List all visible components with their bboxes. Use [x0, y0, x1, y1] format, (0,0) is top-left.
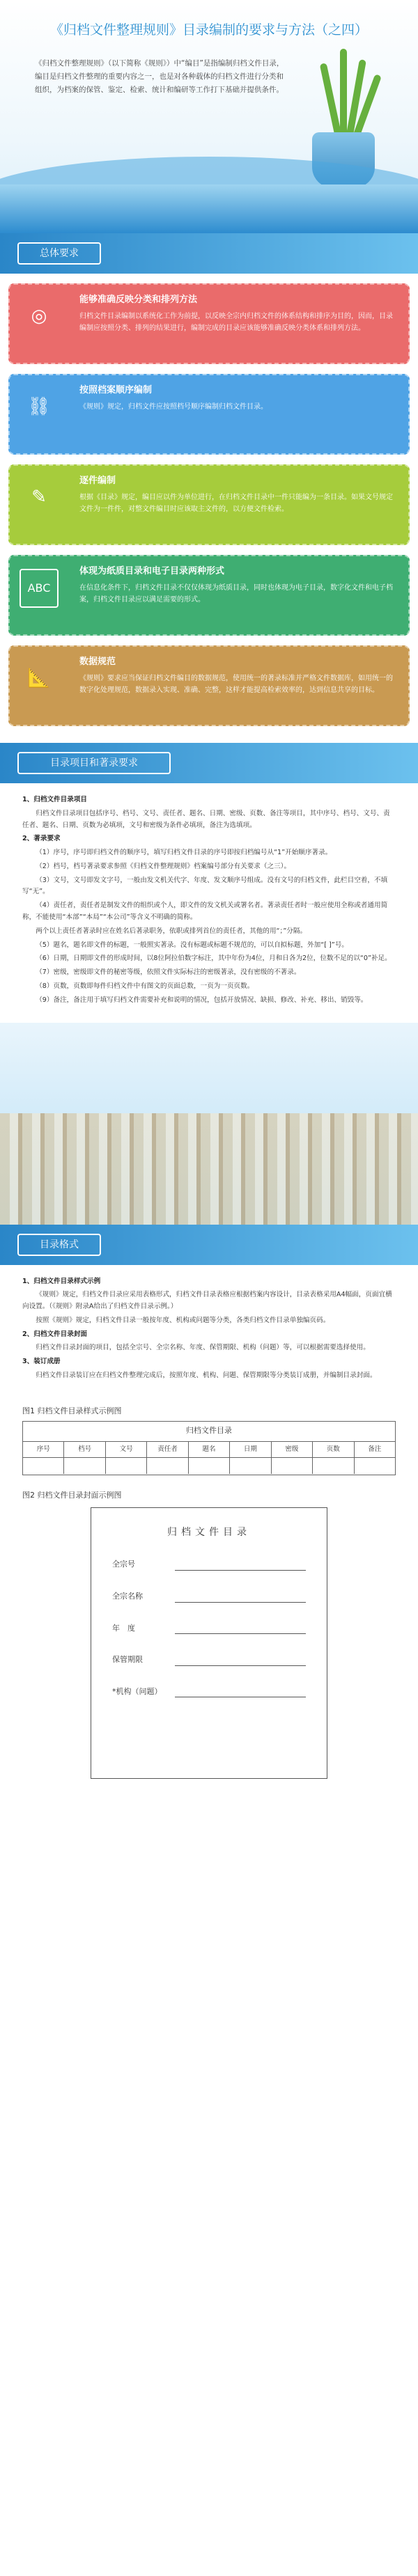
section-band-requirements: [0, 233, 418, 274]
section-heading: 目录项目和著录要求: [17, 752, 171, 774]
card-text: 《规则》要求应当保证归档文件编目的数据规范，使用统一的著录标准并严格文件数据库，如用统一的数字化处理规范，数据录入实现、准确、完整，这样才能提高检索效率的，达到信息共享的目标。: [79, 674, 393, 694]
card-title: 按照档案顺序编制: [79, 385, 153, 395]
requirement-card: [8, 645, 410, 726]
content-paragraph: 两个以上责任者著录时应在姓名后著录职务，依职或排列首位的责任者，其他的用“；”分隔。: [36, 927, 307, 935]
figure-caption: 图1 归档文件目录样式示例图: [22, 1406, 122, 1415]
card-text: 在信息化条件下，归档文件目录不仅仅体现为纸质目录，同时也体现为电子目录，数字化文件和电子档案，归档文件目录应以满足需要的形式。: [79, 583, 393, 604]
requirement-card: [8, 464, 410, 545]
cover-field: [112, 1686, 306, 1698]
content-paragraph: 《规则》规定，归档文件目录应采用表格形式，归档文件目录表格应根据档案内容设计，目录表格采用A4幅面，页面宜横向设置。（《规则》附录A给出了归档文件目录示例。）: [22, 1291, 392, 1311]
card-text: 根据《目录》规定，编目应以件为单位进行，在归档文件目录中一件只能编为一条目录。如果文号规定文件为一件件，对整文件编目时应该取主文件的，以方便文件检索。: [79, 493, 393, 513]
content-paragraph: 归档文件目录装订应在归档文件整理完成后，按照年度、机构、问题、保管期限等分类装订成册，并编制目录封面。: [36, 1371, 377, 1379]
content-paragraph: 按照《规则》规定，归档文件目录一般按年度、机构或问题等分类，各类归档文件目录单独编页码。: [36, 1316, 330, 1324]
content-paragraph: （1）序号，序号即归档文件的顺序号，填写归档文件目录的序号即按归档编号从“1”开始顺序著录。: [36, 849, 332, 857]
cover-field-label: 全宗号: [112, 1560, 135, 1569]
content-paragraph: 归档文件目录封面的项目，包括全宗号、全宗名称、年度、保管期限、机构（问题）等，可以根据需要选择使用。: [36, 1344, 370, 1352]
decorative-strip: [0, 184, 418, 233]
column-header: 序号: [23, 1442, 64, 1457]
section-band-format: [0, 1225, 418, 1265]
content-paragraph: （3）文号，文号即发文字号，一般由发文机关代字、年度、发文顺序号组成。没有文号的归档文件，此栏目空着，不填写“无”。: [22, 876, 388, 896]
content-paragraph: （9）备注，备注用于填写归档文件需要补充和说明的情况，包括开放情况、缺损、修改、补充、移出、销毁等。: [36, 996, 368, 1004]
content-paragraph: （8）页数，页数即每件归档文件中有图文的页面总数，一页为一页页数。: [36, 982, 254, 990]
table-row: [23, 1457, 395, 1474]
card-text: 归档文件目录编制以系统化工作为前提，以反映全宗内归档文件的体系结构和排序为目的，因而，目录编制应按照分类、排列的结果进行，编制完成的目录应该能够准确反映分类体系和排列方法。: [79, 312, 393, 332]
section-heading: 总体要求: [17, 242, 101, 265]
cover-field-label: *机构（问题）: [112, 1686, 162, 1696]
content-heading: 2、著录要求: [22, 835, 61, 843]
content-paragraph: （5）题名，题名即文件的标题，一般照实著录。没有标题或标题不规范的，可以自拟标题，外加“[ ]”号。: [36, 941, 348, 949]
content-heading: 2、归档文件目录封面: [22, 1330, 88, 1338]
catalog-table-example: [22, 1421, 396, 1475]
section-band-items: [0, 743, 418, 783]
card-title: 逐件编制: [79, 476, 116, 486]
cover-field: [112, 1654, 306, 1666]
requirement-card: [8, 283, 410, 364]
column-header: 密级: [272, 1442, 313, 1457]
content-items: [0, 783, 418, 1023]
pencil-icon: ✎: [31, 487, 47, 508]
column-header: 备注: [368, 1445, 382, 1453]
cover-field-label: 保管期限: [112, 1655, 143, 1665]
decorative-photo-books: [0, 1023, 418, 1225]
cover-field: [112, 1558, 306, 1571]
ruler-icon: 📐: [27, 668, 51, 689]
column-header: 文号: [106, 1442, 147, 1457]
card-title: 体现为纸质目录和电子目录两种形式: [79, 566, 225, 576]
card-title: 数据规范: [79, 657, 116, 667]
intro-text: 《归档文件整理规则》（以下简称《规则》）中“编目”是指编制归档文件目录，编目是归档文件整理的重要内容之一，也是对各种载体的归档文件进行分类和组织，为档案的保管、鉴定、检索、统计和编研等工作打下基础并提供条件。: [35, 59, 284, 94]
column-header: 题名: [189, 1442, 230, 1457]
requirement-cards: [0, 274, 418, 743]
cover-field: [112, 1622, 306, 1635]
table-header-row: [23, 1441, 395, 1457]
table-title: 归档文件目录: [186, 1426, 232, 1436]
content-heading: 3、装订成册: [22, 1358, 61, 1366]
hero-banner: [0, 0, 418, 233]
content-paragraph: （2）档号，档号著录要求参照《归档文件整理规则》档案编号部分有关要求（之三）。: [36, 862, 291, 870]
content-heading: 1、归档文件目录样式示例: [22, 1277, 101, 1285]
content-paragraph: （4）责任者，责任者是制发文件的组织或个人，即文件的发文机关或署名者。著录责任者时一般应使用全称或者通用简称，不能使用“本部”“本局”“本公司”等含义不明确的简称。: [22, 902, 388, 922]
cover-title: 归档文件目录: [167, 1526, 251, 1538]
requirement-card: [8, 555, 410, 636]
section-heading: 目录格式: [17, 1234, 101, 1256]
content-format: [0, 1265, 418, 1398]
content-paragraph: （6）日期，日期即文件的形成时间，以8位阿拉伯数字标注，其中年份为4位，月和日各为2位，位数不足的以“0”补足。: [36, 955, 392, 963]
requirement-card: [8, 374, 410, 455]
cover-field-label: 全宗名称: [112, 1591, 143, 1601]
figure-caption: 图2 归档文件目录封面示例图: [22, 1491, 122, 1500]
column-header: 日期: [230, 1442, 271, 1457]
cover-field: [112, 1590, 306, 1603]
cover-field-label: 年 度: [112, 1623, 135, 1633]
card-text: 《规则》规定，归档文件应按照档号顺序编制归档文件目录。: [79, 402, 268, 411]
content-paragraph: （7）密级，密级即文件的秘密等级，依照文件实际标注的密级著录，没有密级的不著录。: [36, 968, 301, 977]
column-header: 页数: [313, 1442, 354, 1457]
link-icon: ⛓: [27, 396, 51, 418]
catalog-cover-example: [91, 1507, 327, 1779]
column-header: 档号: [64, 1442, 105, 1457]
content-paragraph: 归档文件目录项目包括序号、档号、文号、责任者、题名、日期、密级、页数、备注等项目，其中序号、档号、文号、责任者、题名、日期、页数为必填项，文号和密级为条件必填项，备注为选填项。: [22, 809, 390, 829]
page-title: 《归档文件整理规则》目录编制的要求与方法（之四）: [49, 22, 368, 38]
target-icon: ◎: [31, 306, 47, 327]
book-spines-illustration: [0, 1113, 418, 1225]
column-header: 责任者: [147, 1442, 188, 1457]
card-title: 能够准确反映分类和排列方法: [79, 294, 198, 305]
abc-icon: ABC: [20, 569, 59, 608]
content-heading: 1、归档文件目录项目: [22, 796, 88, 803]
